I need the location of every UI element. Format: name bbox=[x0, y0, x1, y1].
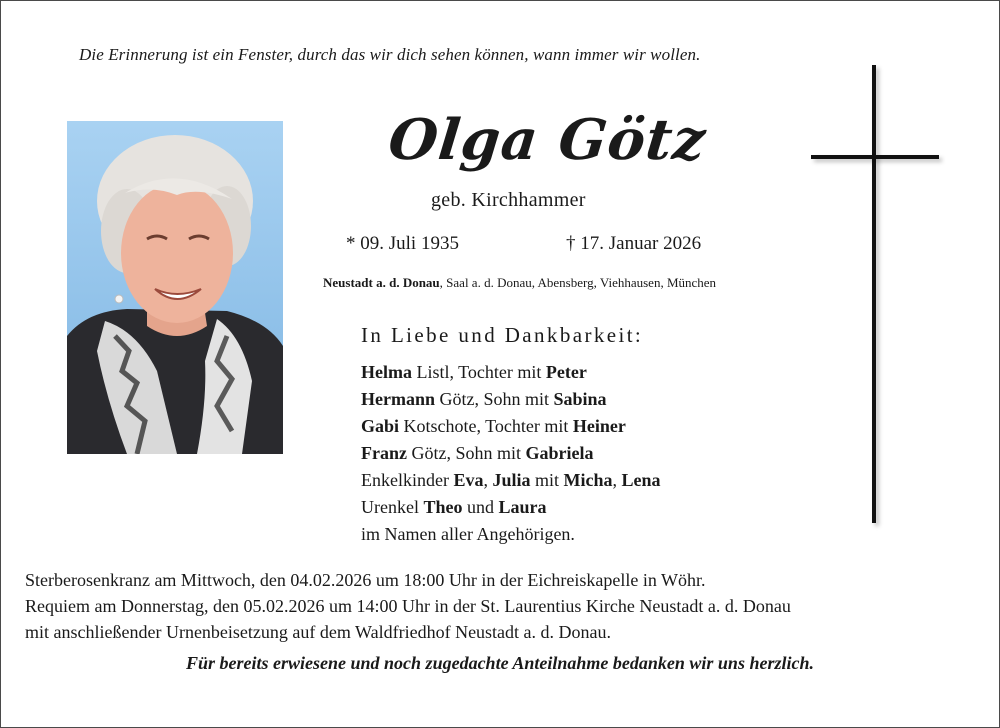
separator: , bbox=[483, 470, 493, 490]
requiem-line: Requiem am Donnerstag, den 05.02.2026 um 14:00 Uhr in der St. Laurentius Kirche Neustadt a. d. Donau bbox=[25, 596, 791, 616]
family-first-name: Franz bbox=[361, 443, 407, 463]
great-grandchildren-line bbox=[361, 494, 661, 521]
grandchild-name: Eva bbox=[453, 470, 484, 490]
family-partner-name: Sabina bbox=[553, 389, 607, 409]
family-line bbox=[361, 386, 661, 413]
grandchild-name: Julia bbox=[492, 470, 531, 490]
family-line bbox=[361, 413, 661, 440]
services-info bbox=[25, 567, 791, 645]
birth-date: * 09. Juli 1935 bbox=[346, 233, 459, 254]
family-relation: Götz, Sohn mit bbox=[406, 443, 526, 463]
maiden-name: geb. Kirchhammer bbox=[431, 189, 586, 211]
places-line bbox=[323, 275, 716, 291]
partner-name: Micha bbox=[563, 470, 613, 490]
family-first-name: Gabi bbox=[361, 416, 400, 436]
family-line bbox=[361, 440, 661, 467]
burial-line: mit anschließender Urnenbeisetzung auf dem Waldfriedhof Neustadt a. d. Donau. bbox=[25, 622, 612, 642]
connector: mit bbox=[530, 470, 564, 490]
other-places: , Saal a. d. Donau, Abensberg, Viehhausen, München bbox=[439, 275, 717, 290]
great-grandchild-name: Laura bbox=[498, 497, 547, 517]
family-relation: Götz, Sohn mit bbox=[435, 389, 554, 409]
grandchildren-line bbox=[361, 467, 661, 494]
family-first-name: Helma bbox=[361, 362, 412, 382]
family-list bbox=[361, 359, 661, 548]
family-partner-name: Peter bbox=[545, 362, 587, 382]
cross-icon bbox=[809, 65, 941, 527]
great-grandchildren-prefix: Urenkel bbox=[361, 497, 424, 517]
connector: und bbox=[462, 497, 499, 517]
family-closing: im Namen aller Angehörigen. bbox=[361, 524, 575, 544]
portrait-photo bbox=[67, 121, 283, 454]
family-partner-name: Gabriela bbox=[525, 443, 594, 463]
deceased-name: Olga Götz bbox=[385, 107, 710, 173]
grandchildren-prefix: Enkelkinder bbox=[361, 470, 454, 490]
thanks-heading: In Liebe und Dankbarkeit: bbox=[361, 323, 644, 347]
motto-quote: Die Erinnerung ist ein Fenster, durch das wir dich sehen können, wann immer wir wollen. bbox=[79, 45, 701, 64]
death-date: † 17. Januar 2026 bbox=[566, 233, 702, 254]
grandchild-name: Lena bbox=[621, 470, 661, 490]
closing-thanks: Für bereits erwiesene und noch zugedachte Anteilnahme bedanken wir uns herzlich. bbox=[186, 653, 814, 673]
great-grandchild-name: Theo bbox=[423, 497, 463, 517]
separator: , bbox=[612, 470, 622, 490]
family-first-name: Hermann bbox=[361, 389, 435, 409]
rosary-line: Sterberosenkranz am Mittwoch, den 04.02.2026 um 18:00 Uhr in der Eichreiskapelle in Wöhr. bbox=[25, 570, 706, 590]
family-relation: Kotschote, Tochter mit bbox=[399, 416, 573, 436]
family-partner-name: Heiner bbox=[572, 416, 626, 436]
primary-place: Neustadt a. d. Donau bbox=[323, 275, 440, 290]
family-relation: Listl, Tochter mit bbox=[412, 362, 546, 382]
family-line bbox=[361, 359, 661, 386]
